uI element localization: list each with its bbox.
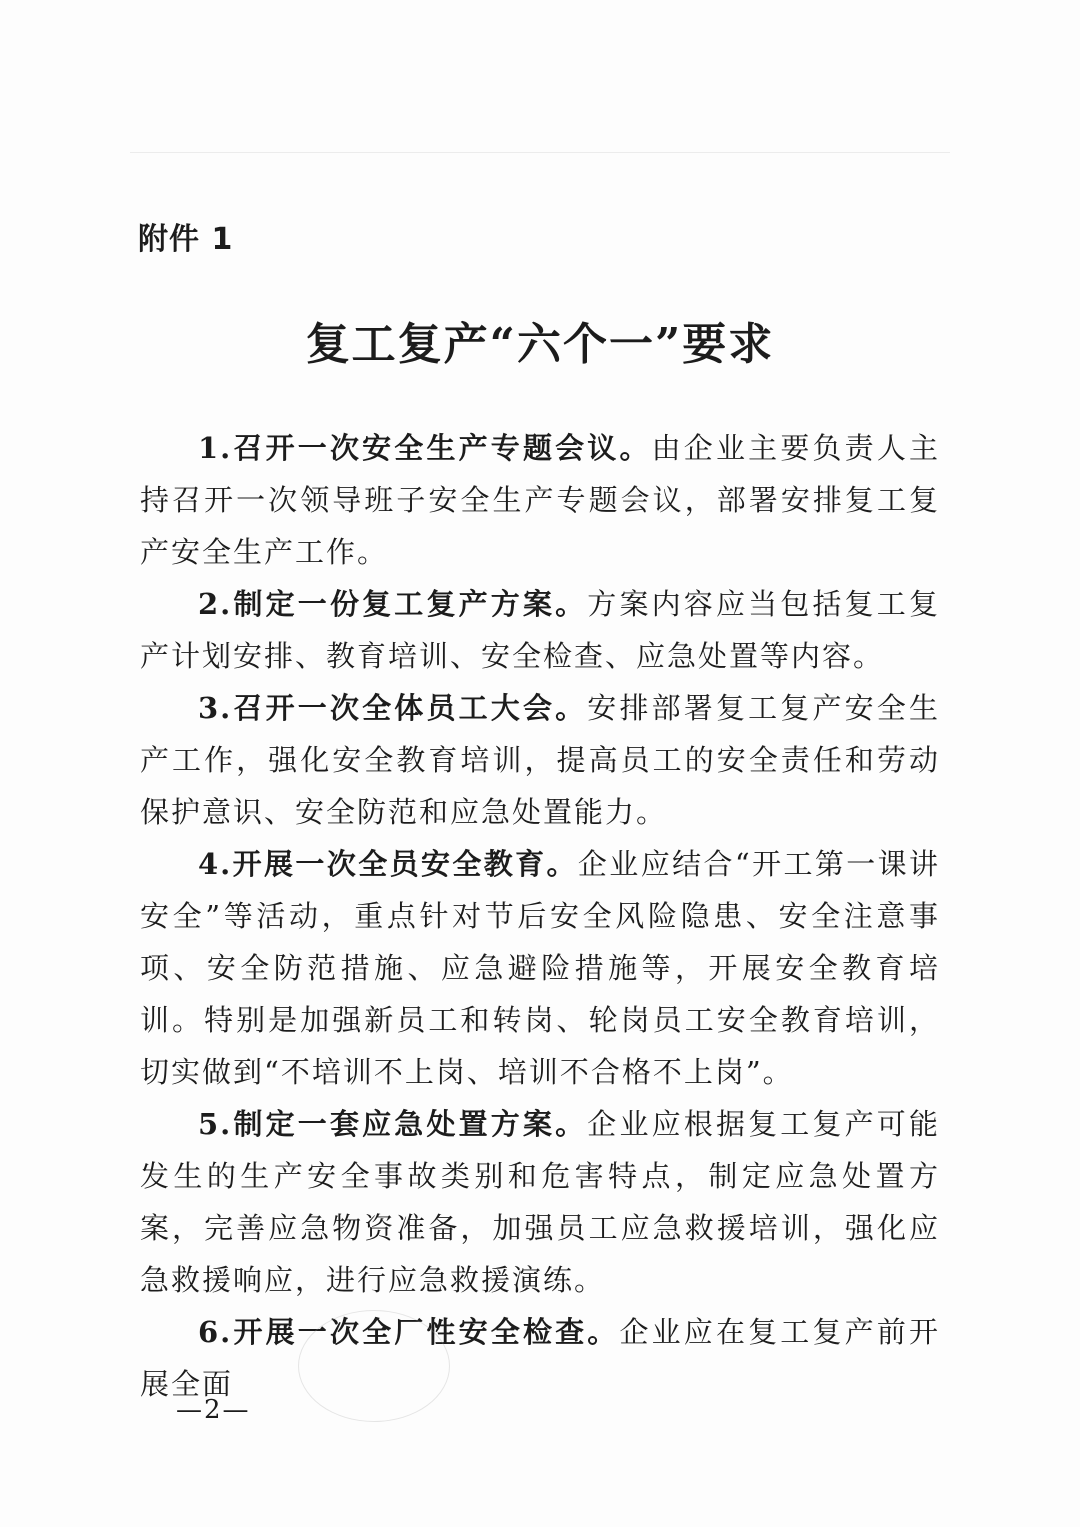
faint-stamp-mark xyxy=(298,1310,450,1422)
requirement-item-3 xyxy=(140,682,940,838)
attachment-label: 附件 1 xyxy=(138,222,234,257)
requirement-item-5 xyxy=(140,1098,940,1306)
requirement-heading: 2.制定一份复工复产方案。 xyxy=(198,587,588,621)
requirement-item-6 xyxy=(140,1306,940,1410)
requirement-item-2 xyxy=(140,578,940,682)
requirement-item-1 xyxy=(140,422,940,578)
scan-divider xyxy=(130,152,950,153)
document-title: 复工复产“六个一”要求 xyxy=(305,319,775,370)
requirement-heading: 6.开展一次全厂性安全检查。 xyxy=(198,1315,620,1349)
page-number: —2— xyxy=(176,1395,251,1425)
requirement-text: 企业应根据复工复产可能发生的生产安全事故类别和危害特点，制定应急处置方案，完善应急物资准备，加强员工应急救援培训，强化应急救援响应，进行应急救援演练。 xyxy=(140,1107,940,1297)
requirement-text: 安排部署复工复产安全生产工作，强化安全教育培训，提高员工的安全责任和劳动保护意识、安全防范和应急处置能力。 xyxy=(140,691,940,829)
requirement-heading: 5.制定一套应急处置方案。 xyxy=(198,1107,588,1141)
requirement-text: 企业应在复工复产前开展全面 xyxy=(140,1315,940,1401)
document-body xyxy=(140,422,940,1410)
requirement-item-4 xyxy=(140,838,940,1098)
requirement-text: 企业应结合“开工第一课讲安全”等活动，重点针对节后安全风险隐患、安全注意事项、安全防范措施、应急避险措施等，开展安全教育培训。特别是加强新员工和转岗、轮岗员工安全教育培训，切实做到“不培训不上岗、培训不合格不上岗”。 xyxy=(140,847,941,1089)
requirement-heading: 3.召开一次全体员工大会。 xyxy=(198,691,588,725)
requirement-heading: 1.召开一次安全生产专题会议。 xyxy=(198,431,652,465)
requirement-text: 由企业主要负责人主持召开一次领导班子安全生产专题会议，部署安排复工复产安全生产工作。 xyxy=(140,431,940,569)
requirement-text: 方案内容应当包括复工复产计划安排、教育培训、安全检查、应急处置等内容。 xyxy=(140,587,940,673)
requirement-heading: 4.开展一次全员安全教育。 xyxy=(198,847,578,881)
